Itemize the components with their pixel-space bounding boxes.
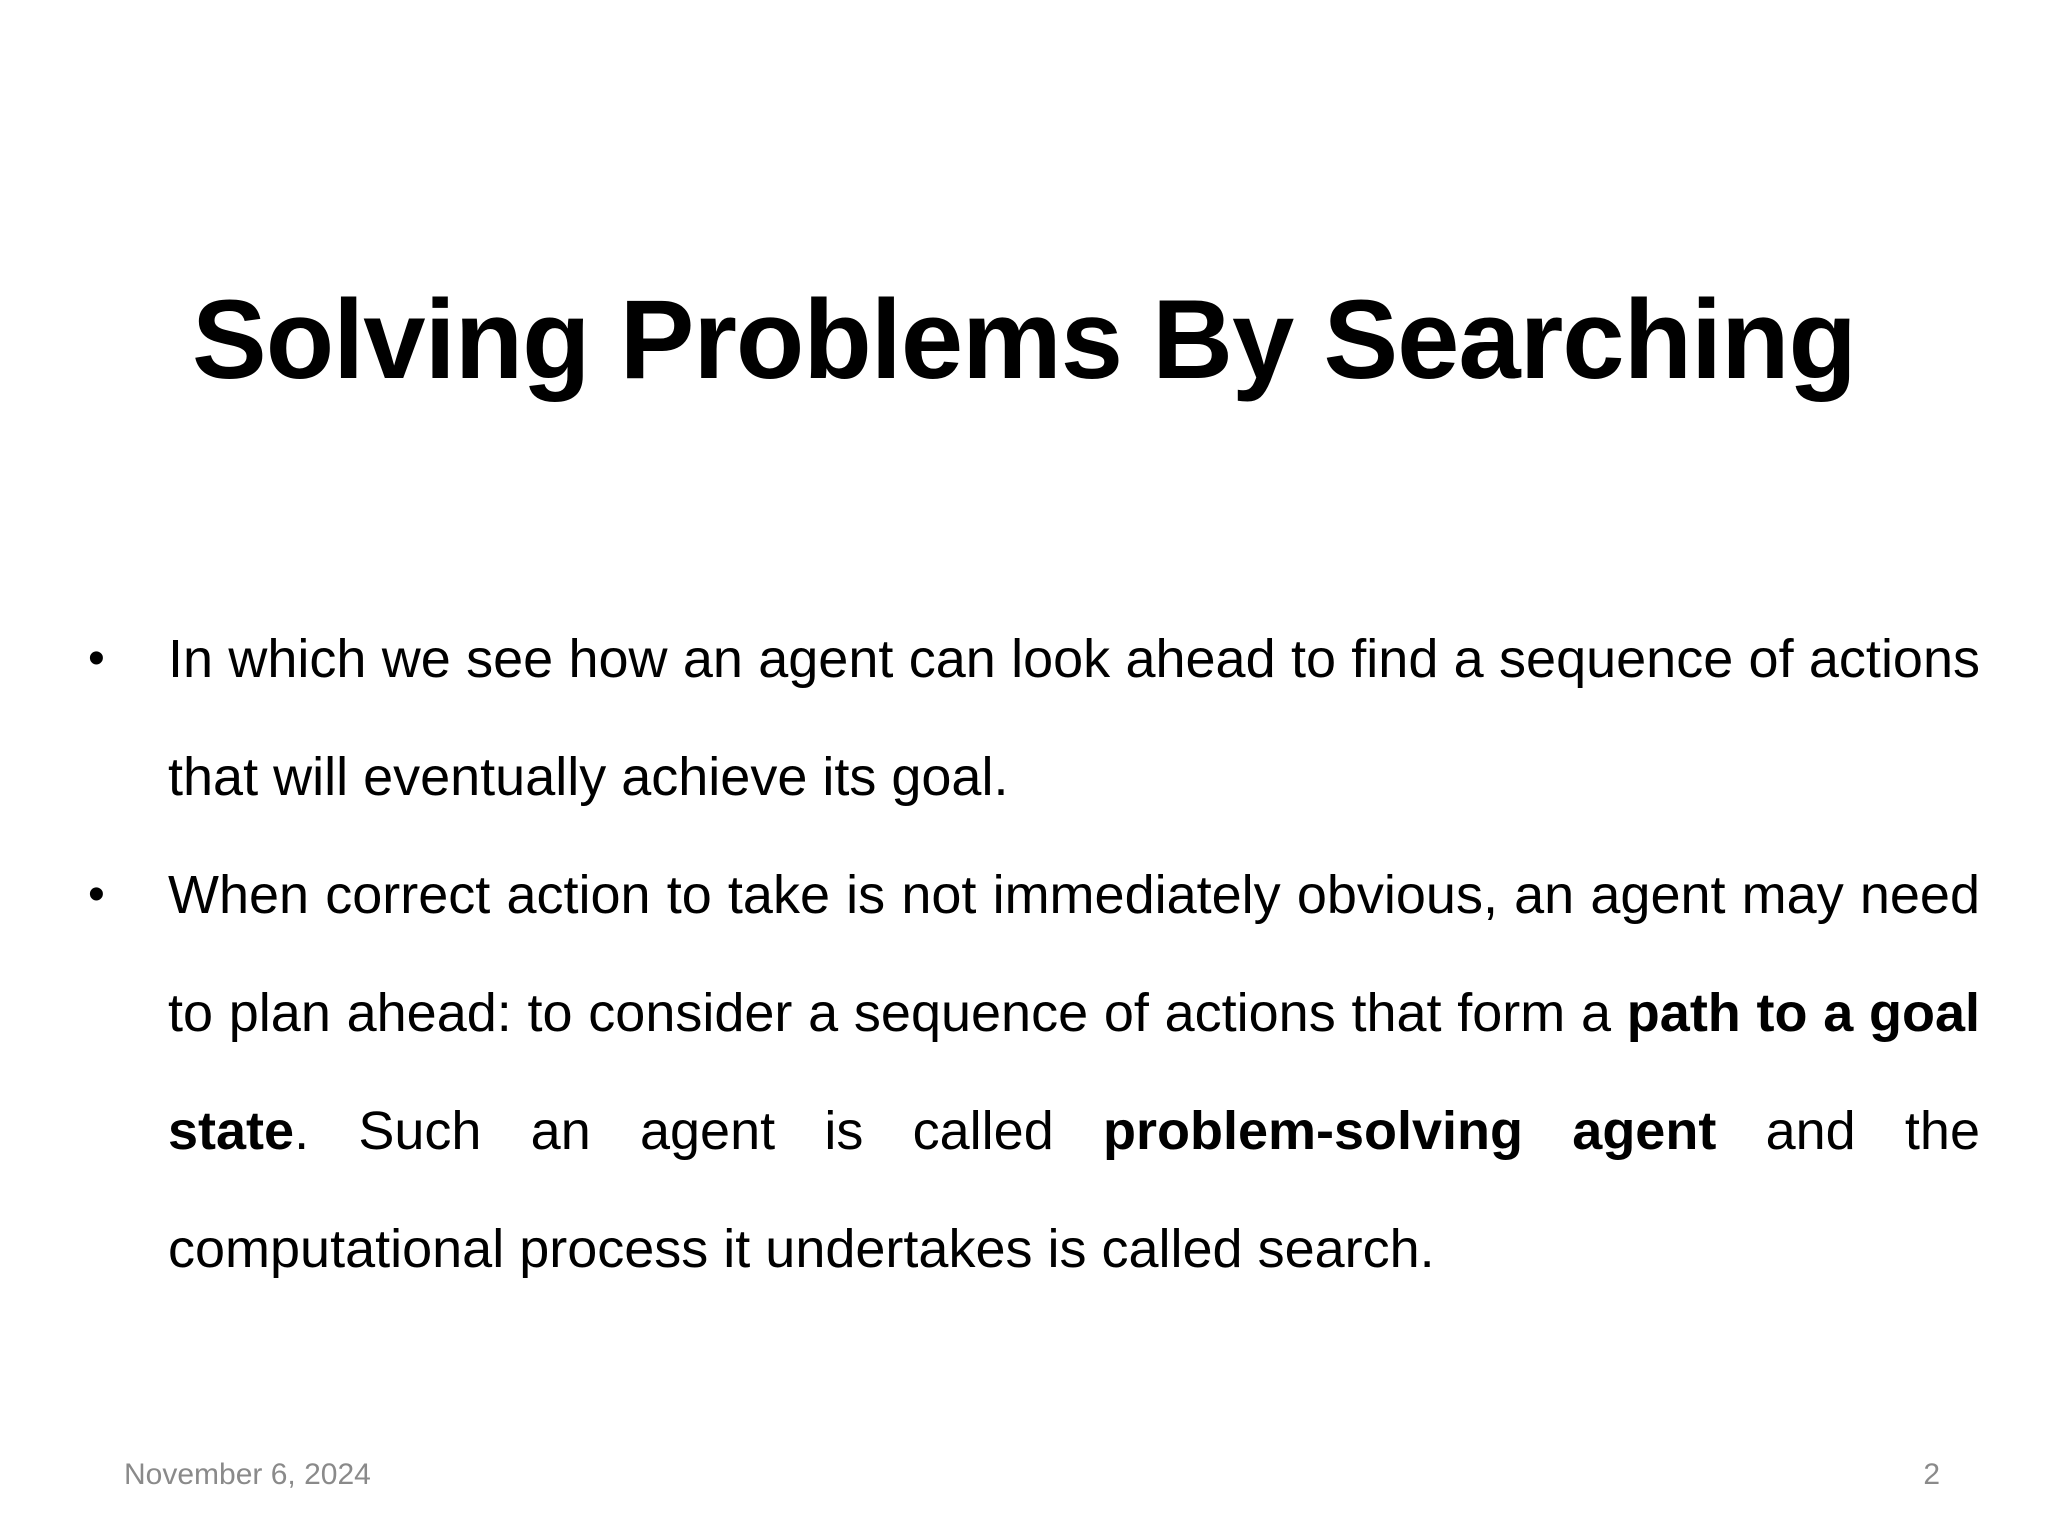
bullet-2-segment-5: and the computational process it undertakes is called search. <box>168 1101 1980 1279</box>
bullet-item-1 <box>80 600 1980 836</box>
slide-title: Solving Problems By Searching <box>192 277 1856 402</box>
footer-date: November 6, 2024 <box>124 1458 371 1491</box>
bullet-2-bold-term-1: path to a goal state <box>168 983 1981 1161</box>
bullet-item-2 <box>80 836 1980 1308</box>
bullet-icon: • <box>88 868 105 921</box>
bullet-2-segment-1: When correct action to take is not immediately obvious, an agent may need to plan ahead: to consider a sequence of actions that form a <box>168 865 1980 1043</box>
bullet-2-segment-3: . Such an agent is called <box>294 1101 1103 1161</box>
page-number: 2 <box>1923 1458 1940 1491</box>
bullet-icon: • <box>88 632 105 685</box>
bullet-text <box>168 865 1980 1279</box>
bullet-text <box>168 629 1980 807</box>
bullet-2-bold-term-2: problem-solving agent <box>1103 1101 1717 1161</box>
bullet-1-segment-1: In which we see how an agent can look ahead to find a sequence of actions that will eventually achieve its goal. <box>168 629 1980 807</box>
bullet-list <box>80 600 1980 1308</box>
